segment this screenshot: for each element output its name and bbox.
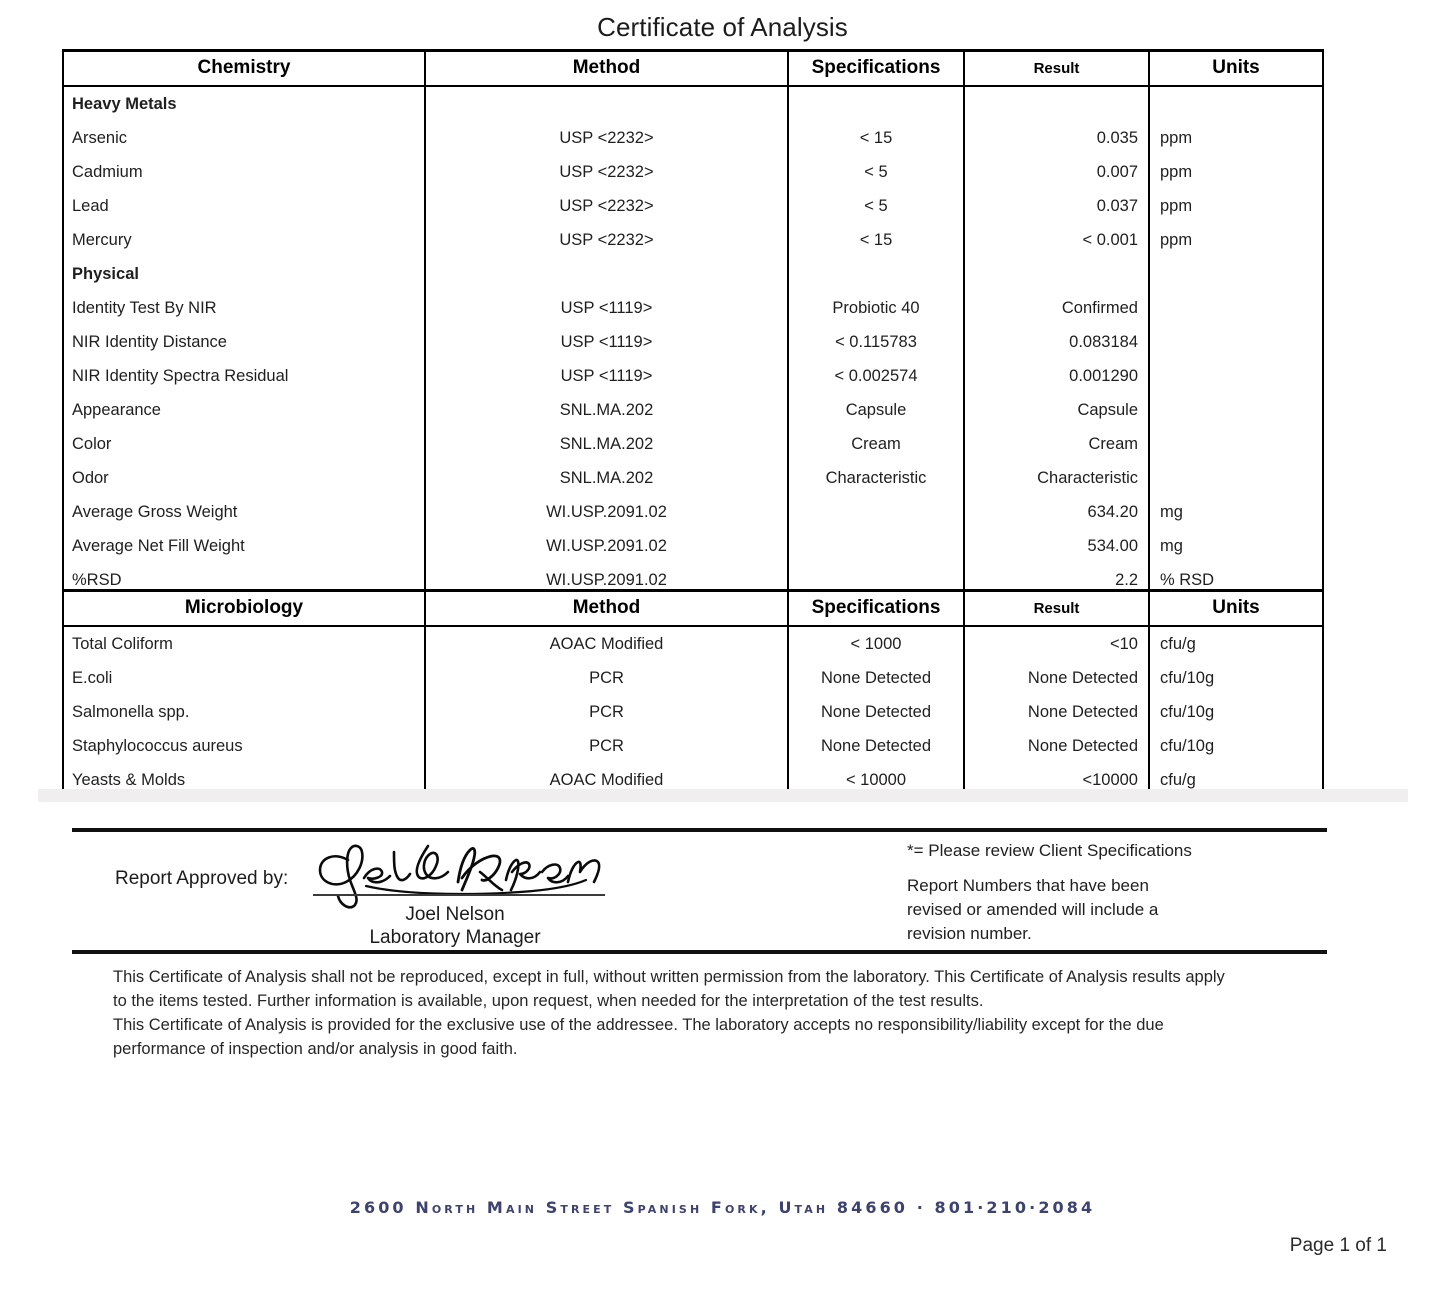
disclaimer-p2-line1: This Certificate of Analysis is provided for the exclusive use of the addressee. The laboratory accepts no responsibility/liability except for the due (113, 1016, 1164, 1034)
cell-name: Lead (63, 189, 425, 223)
cell-name: Staphylococcus aureus (63, 729, 425, 763)
cell-specification: None Detected (788, 695, 964, 729)
cell-units (1149, 86, 1323, 121)
cell-method: USP <2232> (425, 223, 788, 257)
cell-units (1149, 393, 1323, 427)
cell-method: USP <2232> (425, 155, 788, 189)
cell-units: mg (1149, 529, 1323, 563)
cell-result: Characteristic (964, 461, 1149, 495)
cell-specification: Characteristic (788, 461, 964, 495)
cell-name: Color (63, 427, 425, 461)
cell-units (1149, 325, 1323, 359)
cell-method: USP <2232> (425, 189, 788, 223)
table-row (63, 461, 1323, 495)
cell-units: cfu/g (1149, 763, 1323, 799)
microbiology-table-header-row (63, 591, 1323, 627)
cell-units: cfu/g (1149, 626, 1323, 661)
table-row (63, 155, 1323, 189)
cell-name: Appearance (63, 393, 425, 427)
cell-units: cfu/10g (1149, 729, 1323, 763)
cell-name: Cadmium (63, 155, 425, 189)
cell-method: WI.USP.2091.02 (425, 529, 788, 563)
cell-method: SNL.MA.202 (425, 393, 788, 427)
cell-specification: Cream (788, 427, 964, 461)
cell-result: 2.2 (964, 563, 1149, 599)
cell-specification: None Detected (788, 661, 964, 695)
cell-name: %RSD (63, 563, 425, 599)
page-title: Certificate of Analysis (597, 12, 848, 42)
cell-units: mg (1149, 495, 1323, 529)
cell-specification: < 15 (788, 121, 964, 155)
cell-specification: < 15 (788, 223, 964, 257)
cell-result: 0.001290 (964, 359, 1149, 393)
cell-method: WI.USP.2091.02 (425, 495, 788, 529)
group-heading: Heavy Metals (63, 86, 425, 121)
signatory-role: Laboratory Manager (369, 927, 541, 948)
disclaimer-p1-line1: This Certificate of Analysis shall not be reproduced, except in full, without written permission from the laboratory. This Certificate of Analysis results apply (113, 968, 1225, 986)
cell-name: NIR Identity Spectra Residual (63, 359, 425, 393)
table-row (63, 189, 1323, 223)
cell-specification: None Detected (788, 729, 964, 763)
cell-name: Yeasts & Molds (63, 763, 425, 799)
cell-units: cfu/10g (1149, 661, 1323, 695)
microbiology-header-method: Method (425, 591, 788, 627)
approval-top-rule (72, 828, 1327, 832)
cell-name: Average Gross Weight (63, 495, 425, 529)
cell-units: ppm (1149, 189, 1323, 223)
cell-result: 534.00 (964, 529, 1149, 563)
cell-method: SNL.MA.202 (425, 427, 788, 461)
chemistry-header-units: Units (1149, 51, 1323, 87)
cell-specification (788, 495, 964, 529)
chemistry-header-result: Result (964, 51, 1149, 87)
cell-units: % RSD (1149, 563, 1323, 599)
table-row (63, 529, 1323, 563)
revision-note-line-1: Report Numbers that have been (907, 876, 1149, 895)
cell-method: SNL.MA.202 (425, 461, 788, 495)
signatory-name: Joel Nelson (405, 904, 505, 925)
cell-result: None Detected (964, 661, 1149, 695)
approval-bottom-rule (72, 950, 1327, 954)
chemistry-table-body (63, 86, 1323, 599)
cell-result: 0.007 (964, 155, 1149, 189)
cell-method: PCR (425, 661, 788, 695)
cell-method: AOAC Modified (425, 763, 788, 799)
cell-specification: Capsule (788, 393, 964, 427)
table-row (63, 359, 1323, 393)
client-spec-note: *= Please review Client Specifications (907, 841, 1192, 860)
cell-result: < 0.001 (964, 223, 1149, 257)
cell-result: Cream (964, 427, 1149, 461)
cell-method: USP <1119> (425, 325, 788, 359)
table-row (63, 393, 1323, 427)
table-row (63, 626, 1323, 661)
cell-name: Identity Test By NIR (63, 291, 425, 325)
microbiology-header-specifications: Specifications (788, 591, 964, 627)
disclaimer-p1-line2: to the items tested. Further information is available, upon request, when needed for the interpretation of the test results. (113, 992, 984, 1010)
cell-name: Arsenic (63, 121, 425, 155)
cell-result: None Detected (964, 695, 1149, 729)
cell-result: <10000 (964, 763, 1149, 799)
cell-units (1149, 427, 1323, 461)
chemistry-table (62, 49, 1324, 600)
chemistry-header-name: Chemistry (63, 51, 425, 87)
cell-units: ppm (1149, 155, 1323, 189)
chemistry-header-specifications: Specifications (788, 51, 964, 87)
note-spacer (907, 863, 1327, 874)
cell-result: Capsule (964, 393, 1149, 427)
table-row (63, 257, 1323, 291)
cell-units (1149, 461, 1323, 495)
report-approved-by-label: Report Approved by: (115, 868, 289, 889)
cell-name: Mercury (63, 223, 425, 257)
cell-specification: < 10000 (788, 763, 964, 799)
cell-method: USP <2232> (425, 121, 788, 155)
signature-image (310, 838, 610, 908)
notes-block (907, 839, 1327, 946)
table-row (63, 86, 1323, 121)
cell-units: cfu/10g (1149, 695, 1323, 729)
table-row (63, 729, 1323, 763)
cell-result: None Detected (964, 729, 1149, 763)
cell-method (425, 86, 788, 121)
revision-note-line-3: revision number. (907, 924, 1032, 943)
cell-specification (788, 529, 964, 563)
table-row (63, 661, 1323, 695)
cell-result (964, 86, 1149, 121)
cell-units (1149, 257, 1323, 291)
page-number: Page 1 of 1 (1289, 1235, 1387, 1256)
cell-specification: < 0.115783 (788, 325, 964, 359)
chemistry-table-header-row (63, 51, 1323, 87)
cell-units (1149, 291, 1323, 325)
microbiology-header-units: Units (1149, 591, 1323, 627)
table-row (63, 291, 1323, 325)
table-row (63, 121, 1323, 155)
cell-specification: < 5 (788, 189, 964, 223)
footer-address: 2600 North Main Street Spanish Fork, Utah 84660 · 801·210·2084 (349, 1198, 1096, 1217)
cell-name: NIR Identity Distance (63, 325, 425, 359)
cell-units: ppm (1149, 223, 1323, 257)
section-divider-band (38, 789, 1408, 802)
cell-name: Total Coliform (63, 626, 425, 661)
chemistry-header-method: Method (425, 51, 788, 87)
cell-method: WI.USP.2091.02 (425, 563, 788, 599)
table-row (63, 427, 1323, 461)
cell-result (964, 257, 1149, 291)
cell-name: Average Net Fill Weight (63, 529, 425, 563)
microbiology-table (62, 589, 1324, 800)
cell-specification: < 0.002574 (788, 359, 964, 393)
microbiology-header-name: Microbiology (63, 591, 425, 627)
cell-result: 634.20 (964, 495, 1149, 529)
cell-method: AOAC Modified (425, 626, 788, 661)
table-row (63, 223, 1323, 257)
cell-name: Odor (63, 461, 425, 495)
table-row (63, 695, 1323, 729)
table-row (63, 495, 1323, 529)
cell-result: Confirmed (964, 291, 1149, 325)
cell-result: 0.083184 (964, 325, 1149, 359)
cell-result: 0.035 (964, 121, 1149, 155)
signature-line (313, 894, 605, 896)
cell-units (1149, 359, 1323, 393)
group-heading: Physical (63, 257, 425, 291)
cell-method: USP <1119> (425, 291, 788, 325)
table-row (63, 325, 1323, 359)
cell-name: Salmonella spp. (63, 695, 425, 729)
cell-specification: Probiotic 40 (788, 291, 964, 325)
cell-specification: < 1000 (788, 626, 964, 661)
cell-result: <10 (964, 626, 1149, 661)
cell-units: ppm (1149, 121, 1323, 155)
cell-method: USP <1119> (425, 359, 788, 393)
cell-name: E.coli (63, 661, 425, 695)
cell-specification (788, 86, 964, 121)
cell-specification: < 5 (788, 155, 964, 189)
cell-method (425, 257, 788, 291)
microbiology-header-result: Result (964, 591, 1149, 627)
microbiology-table-body (63, 626, 1323, 799)
cell-method: PCR (425, 729, 788, 763)
disclaimer-block (113, 965, 1308, 1061)
cell-method: PCR (425, 695, 788, 729)
cell-result: 0.037 (964, 189, 1149, 223)
revision-note-line-2: revised or amended will include a (907, 900, 1159, 919)
cell-specification (788, 257, 964, 291)
disclaimer-p2-line2: performance of inspection and/or analysis in good faith. (113, 1040, 518, 1058)
